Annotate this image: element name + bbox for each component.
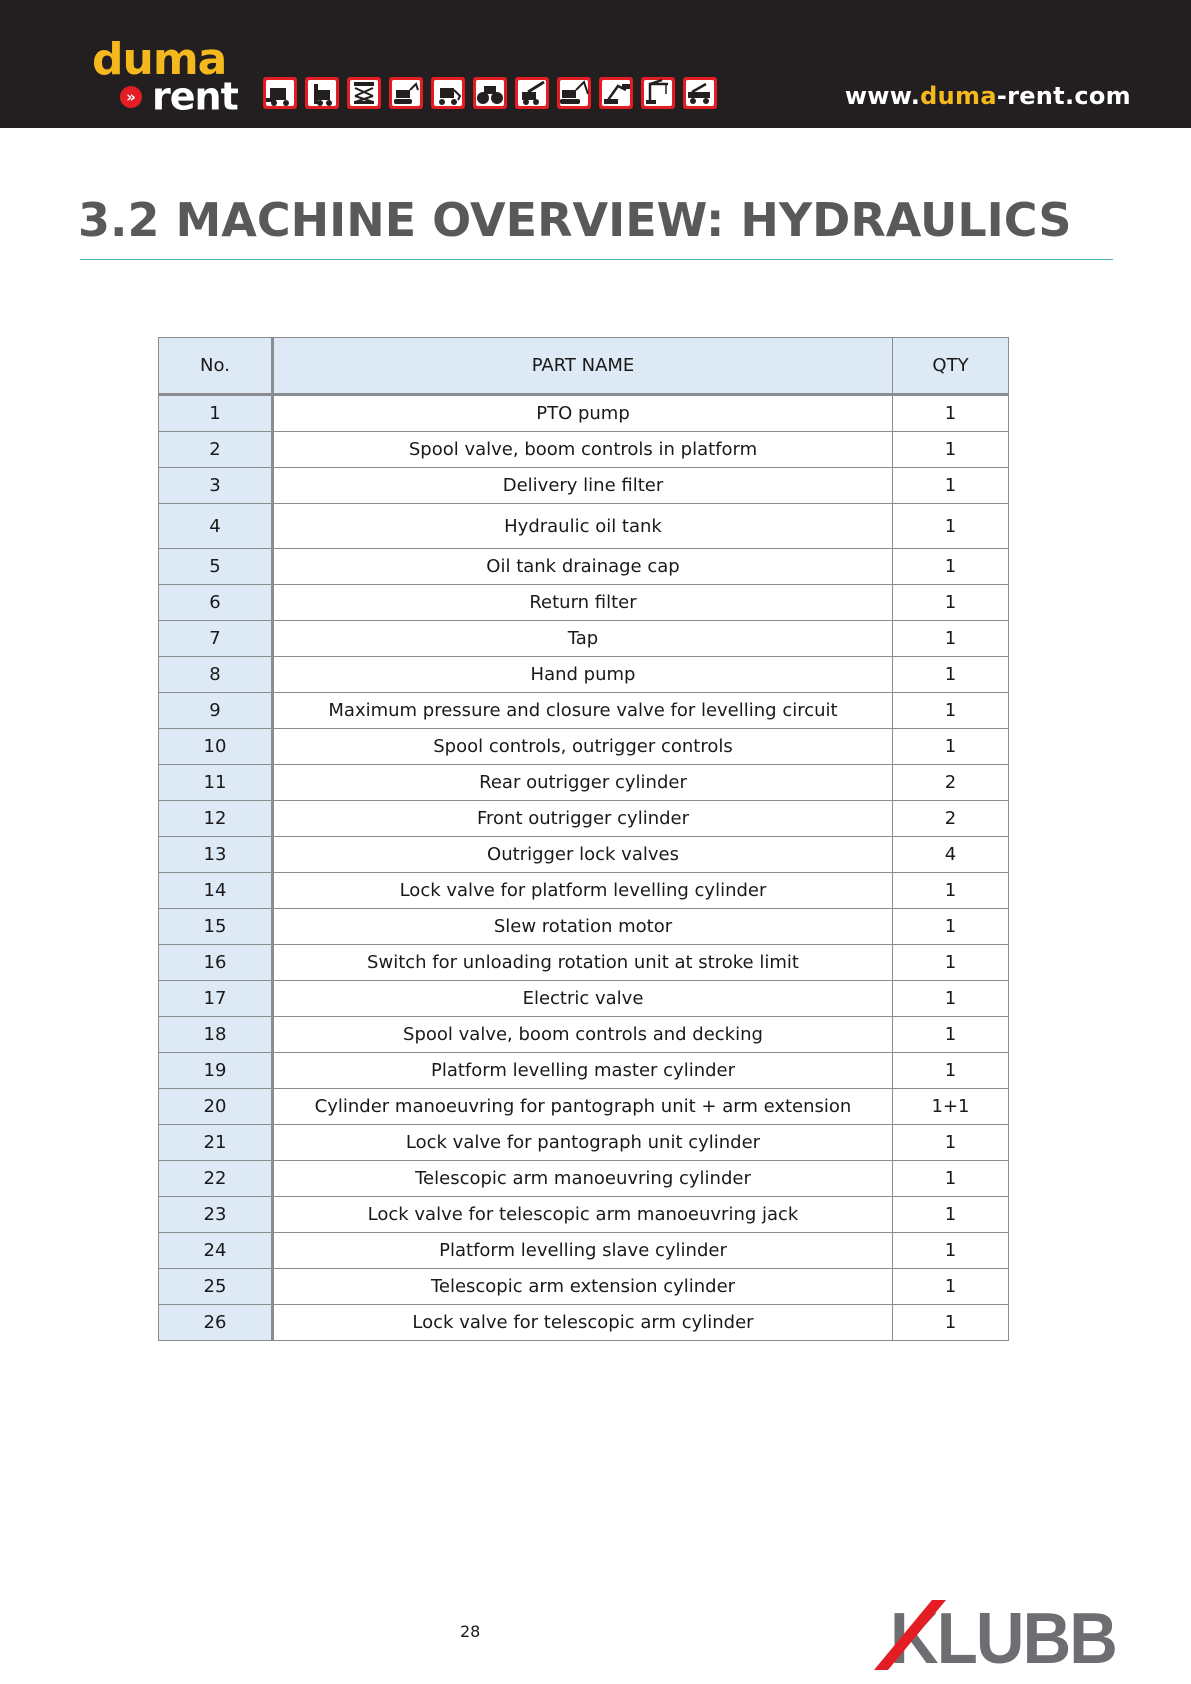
cell-part-name: Spool valve, boom controls in platform	[273, 432, 893, 468]
table-row	[159, 1269, 1009, 1305]
cell-no: 22	[159, 1161, 273, 1197]
cell-part-name: Outrigger lock valves	[273, 837, 893, 873]
page-title: 3.2 MACHINE OVERVIEW: HYDRAULICS	[78, 193, 1072, 247]
cell-no: 19	[159, 1053, 273, 1089]
cell-no: 5	[159, 549, 273, 585]
table-row	[159, 1305, 1009, 1341]
cell-qty: 1	[893, 909, 1009, 945]
table-row	[159, 801, 1009, 837]
cell-part-name: Oil tank drainage cap	[273, 549, 893, 585]
cell-part-name: Switch for unloading rotation unit at stroke limit	[273, 945, 893, 981]
cell-part-name: Lock valve for telescopic arm manoeuvring jack	[273, 1197, 893, 1233]
klubb-wordmark: KLUBB	[890, 1599, 1116, 1670]
cell-no: 18	[159, 1017, 273, 1053]
table-header-row	[159, 338, 1009, 395]
cell-qty: 1	[893, 657, 1009, 693]
boom-lift-icon	[598, 76, 634, 110]
cell-part-name: Lock valve for platform levelling cylinder	[273, 873, 893, 909]
cell-no: 17	[159, 981, 273, 1017]
loader-icon	[262, 76, 298, 110]
cell-qty: 1	[893, 1197, 1009, 1233]
logo-rent-text: rent	[152, 74, 238, 119]
table-row	[159, 585, 1009, 621]
cell-no: 1	[159, 395, 273, 432]
crane-icon	[640, 76, 676, 110]
cell-no: 4	[159, 504, 273, 549]
cell-no: 16	[159, 945, 273, 981]
cell-part-name: Platform levelling master cylinder	[273, 1053, 893, 1089]
table-row	[159, 1161, 1009, 1197]
cell-qty: 2	[893, 765, 1009, 801]
forklift-icon	[304, 76, 340, 110]
cell-qty: 1	[893, 1269, 1009, 1305]
page-number: 28	[460, 1622, 481, 1641]
cell-part-name: Lock valve for telescopic arm cylinder	[273, 1305, 893, 1341]
duma-rent-logo	[92, 34, 242, 119]
cell-qty: 1	[893, 395, 1009, 432]
cell-part-name: Spool controls, outrigger controls	[273, 729, 893, 765]
cell-qty: 1	[893, 945, 1009, 981]
cell-qty: 1	[893, 981, 1009, 1017]
cell-no: 12	[159, 801, 273, 837]
cell-no: 21	[159, 1125, 273, 1161]
chevrons-icon: »	[120, 86, 142, 108]
cell-part-name: Hand pump	[273, 657, 893, 693]
mini-excavator-icon	[388, 76, 424, 110]
cell-part-name: Delivery line filter	[273, 468, 893, 504]
cell-no: 8	[159, 657, 273, 693]
cell-no: 10	[159, 729, 273, 765]
cell-part-name: Maximum pressure and closure valve for levelling circuit	[273, 693, 893, 729]
excavator-icon	[556, 76, 592, 110]
table-row	[159, 1053, 1009, 1089]
cell-no: 2	[159, 432, 273, 468]
table-row	[159, 1125, 1009, 1161]
cell-qty: 1	[893, 1233, 1009, 1269]
website-url	[845, 82, 1131, 110]
website-suffix: -rent.com	[996, 82, 1131, 110]
cell-part-name: Front outrigger cylinder	[273, 801, 893, 837]
cell-qty: 1	[893, 432, 1009, 468]
cell-part-name: Slew rotation motor	[273, 909, 893, 945]
cell-qty: 1	[893, 468, 1009, 504]
table-row	[159, 504, 1009, 549]
klubb-logo	[874, 1596, 1120, 1670]
website-accent: duma	[920, 82, 997, 110]
logo-rent-line	[126, 76, 238, 117]
table-row	[159, 1017, 1009, 1053]
cell-no: 20	[159, 1089, 273, 1125]
table-row	[159, 693, 1009, 729]
cell-qty: 2	[893, 801, 1009, 837]
column-header-no: No.	[159, 338, 273, 395]
table-row	[159, 765, 1009, 801]
cell-part-name: Platform levelling slave cylinder	[273, 1233, 893, 1269]
cell-no: 3	[159, 468, 273, 504]
table-row	[159, 432, 1009, 468]
table-row	[159, 1197, 1009, 1233]
scissor-lift-icon	[346, 76, 382, 110]
cell-part-name: Telescopic arm manoeuvring cylinder	[273, 1161, 893, 1197]
table-row	[159, 621, 1009, 657]
header-bar	[0, 0, 1191, 128]
table-row	[159, 657, 1009, 693]
cell-qty: 1	[893, 1161, 1009, 1197]
column-header-qty: QTY	[893, 338, 1009, 395]
cell-part-name: Tap	[273, 621, 893, 657]
cell-part-name: Electric valve	[273, 981, 893, 1017]
telehandler-icon	[514, 76, 550, 110]
table-row	[159, 729, 1009, 765]
cell-qty: 1	[893, 693, 1009, 729]
cell-part-name: Cylinder manoeuvring for pantograph unit + arm extension	[273, 1089, 893, 1125]
cell-no: 25	[159, 1269, 273, 1305]
table-row	[159, 909, 1009, 945]
cell-qty: 1	[893, 873, 1009, 909]
cell-no: 24	[159, 1233, 273, 1269]
table-row	[159, 945, 1009, 981]
cell-qty: 1	[893, 1017, 1009, 1053]
cell-no: 9	[159, 693, 273, 729]
table-row	[159, 468, 1009, 504]
cell-part-name: PTO pump	[273, 395, 893, 432]
cell-no: 6	[159, 585, 273, 621]
title-divider	[80, 259, 1113, 260]
cell-no: 7	[159, 621, 273, 657]
cell-part-name: Telescopic arm extension cylinder	[273, 1269, 893, 1305]
cell-qty: 1	[893, 1305, 1009, 1341]
table-row	[159, 1233, 1009, 1269]
cell-part-name: Lock valve for pantograph unit cylinder	[273, 1125, 893, 1161]
cell-part-name: Hydraulic oil tank	[273, 504, 893, 549]
cell-qty: 1	[893, 1053, 1009, 1089]
table-row	[159, 981, 1009, 1017]
cell-qty: 1	[893, 1125, 1009, 1161]
machine-icons-strip	[262, 76, 718, 110]
table-row	[159, 549, 1009, 585]
compactor-icon	[472, 76, 508, 110]
cell-part-name: Rear outrigger cylinder	[273, 765, 893, 801]
cell-no: 15	[159, 909, 273, 945]
cell-no: 14	[159, 873, 273, 909]
backhoe-icon	[430, 76, 466, 110]
truck-platform-icon	[682, 76, 718, 110]
cell-qty: 1	[893, 504, 1009, 549]
cell-qty: 1	[893, 585, 1009, 621]
table-row	[159, 1089, 1009, 1125]
table-row	[159, 873, 1009, 909]
table-body	[159, 395, 1009, 1341]
cell-qty: 1+1	[893, 1089, 1009, 1125]
cell-part-name: Return filter	[273, 585, 893, 621]
cell-qty: 4	[893, 837, 1009, 873]
website-prefix: www.	[844, 82, 921, 110]
cell-no: 26	[159, 1305, 273, 1341]
logo-duma-text: duma	[92, 34, 227, 85]
parts-table	[158, 337, 1009, 1341]
cell-part-name: Spool valve, boom controls and decking	[273, 1017, 893, 1053]
table-row	[159, 395, 1009, 432]
cell-qty: 1	[893, 549, 1009, 585]
cell-no: 13	[159, 837, 273, 873]
column-header-part-name: PART NAME	[273, 338, 893, 395]
cell-no: 11	[159, 765, 273, 801]
cell-qty: 1	[893, 621, 1009, 657]
table-row	[159, 837, 1009, 873]
cell-no: 23	[159, 1197, 273, 1233]
cell-qty: 1	[893, 729, 1009, 765]
